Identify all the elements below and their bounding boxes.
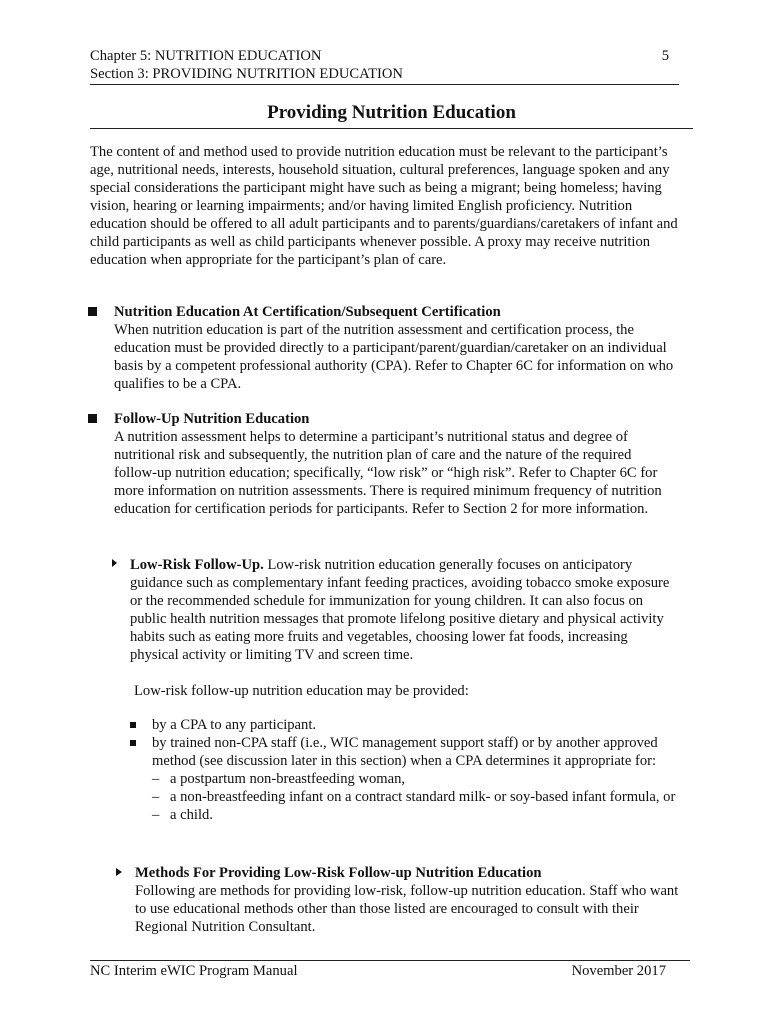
low-risk-paragraph <box>130 556 675 664</box>
sub-list-item-text: a postpartum non-breastfeeding woman, <box>170 771 406 787</box>
sub-list-item-text: a child. <box>170 807 213 823</box>
low-risk-body: Low-risk nutrition education generally focuses on anticipatory guidance such as complementary infant feeding practices, avoiding tobacco smoke exposure or the recommended schedule for immunization for young children. It can also focus on public health nutrition messages that promote lifelong positive dietary and physical activity habits such as eating more fruits and vegetables, choosing lower fat foods, increasing physical activity or limiting TV and screen time. <box>130 557 670 663</box>
triangle-bullet-icon <box>112 559 117 567</box>
section-certification-body: When nutrition education is part of the nutrition assessment and certification process, the education must be provided directly to a participant/parent/guardian/caretaker on an individual basis by a competent professional authority (CPA). Refer to Chapter 6C for information on who qualifies to be a CPA. <box>114 322 674 392</box>
sub-list-item <box>152 770 692 788</box>
header-chapter-line <box>90 47 679 65</box>
methods-body: Following are methods for providing low-risk, follow-up nutrition education. Staff who want to use educational methods other than those listed are encouraged to consult with their Regional Nutrition Consultant. <box>135 883 679 935</box>
low-risk-heading: Low-Risk Follow-Up. <box>130 557 264 573</box>
list-item <box>152 734 692 770</box>
list-item-text: by a CPA to any participant. <box>152 717 317 733</box>
sub-list-item-text: a non-breastfeeding infant on a contract standard milk- or soy-based infant formula, or <box>170 789 676 805</box>
header-chapter: Chapter 5: NUTRITION EDUCATION <box>90 48 322 64</box>
small-square-bullet-icon <box>130 740 136 746</box>
page-number: 5 <box>661 48 669 64</box>
sub-list-item <box>152 806 692 824</box>
page-title: Providing Nutrition Education <box>90 101 693 129</box>
footer-date: November 2017 <box>571 963 666 979</box>
low-risk-lead: Low-risk follow-up nutrition education may be provided: <box>134 683 469 699</box>
triangle-bullet-icon <box>116 868 122 876</box>
methods-section <box>135 864 680 936</box>
square-bullet-icon <box>88 414 97 423</box>
low-risk-section <box>130 556 675 664</box>
dash-marker: – <box>152 789 160 805</box>
section-certification <box>114 303 674 393</box>
list-item <box>152 716 692 734</box>
section-follow-up-heading: Follow-Up Nutrition Education <box>114 411 310 427</box>
footer-manual-title: NC Interim eWIC Program Manual <box>90 963 298 979</box>
small-square-bullet-icon <box>130 722 136 728</box>
section-follow-up-body: A nutrition assessment helps to determine a participant’s nutritional status and degree of nutritional risk and subsequently, the nutrition plan of care and the nature of the required follow-up nutrition education; specifically, “low risk” or “high risk”. Refer to Chapter 6C for more information on nutrition assessments. There is required minimum frequency of nutrition education for certification periods for participants. Refer to Section 2 for more information. <box>114 429 662 517</box>
dash-marker: – <box>152 771 160 787</box>
section-follow-up <box>114 410 674 518</box>
header-section: Section 3: PROVIDING NUTRITION EDUCATION <box>90 66 403 82</box>
provider-list <box>152 716 692 824</box>
square-bullet-icon <box>88 307 97 316</box>
list-item-text: by trained non-CPA staff (i.e., WIC management support staff) or by another approved method (see discussion later in this section) when a CPA determines it appropriate for: <box>152 735 658 769</box>
dash-marker: – <box>152 807 160 823</box>
methods-heading: Methods For Providing Low-Risk Follow-up Nutrition Education <box>135 865 542 881</box>
page-header <box>90 47 679 85</box>
sub-list-item <box>152 788 692 806</box>
section-certification-heading: Nutrition Education At Certification/Subsequent Certification <box>114 304 501 320</box>
page-footer <box>90 960 690 980</box>
intro-paragraph: The content of and method used to provide nutrition education must be relevant to the participant’s age, nutritional needs, interests, household situation, cultural preferences, language spoken and any special considerations the participant might have such as being a migrant; being homeless; having vision, hearing or learning impairments; and/or having limited English proficiency. Nutrition education should be offered to all adult participants and to parents/guardians/caretakers of infant and child participants as well as child participants whenever possible. A proxy may receive nutrition education when appropriate for the participant’s plan of care. <box>90 144 678 268</box>
